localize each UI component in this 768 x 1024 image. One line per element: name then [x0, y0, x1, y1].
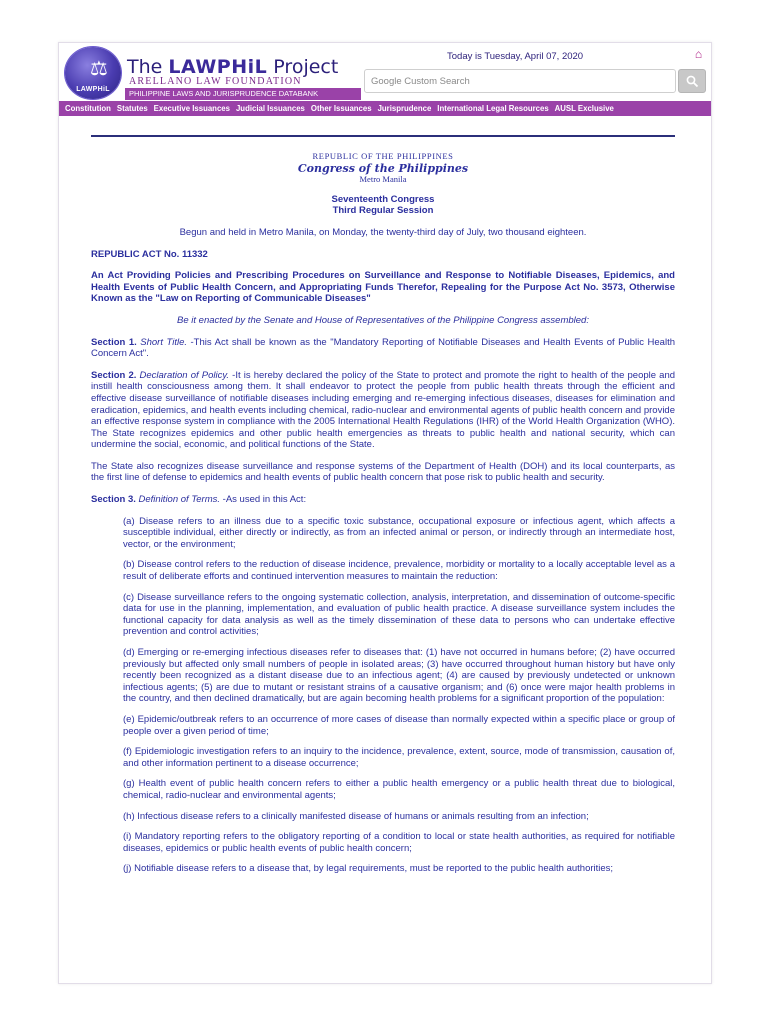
nav-judicial-issuances[interactable]: Judicial Issuances: [235, 104, 305, 113]
document-content: [91, 135, 675, 884]
home-icon[interactable]: ⌂: [694, 47, 703, 61]
begun-statement: Begun and held in Metro Manila, on Monday, the twenty-third day of July, two thousand eighteen.: [179, 226, 587, 238]
section-text: -As used in this Act:: [220, 494, 307, 506]
nav-constitution[interactable]: Constitution: [65, 104, 111, 113]
search-button[interactable]: [678, 69, 706, 93]
congress-heading: Congress of the Philippines: [297, 161, 469, 175]
section-title: Declaration of Policy.: [139, 369, 230, 381]
nav-jurisprudence[interactable]: Jurisprudence: [377, 104, 432, 113]
congress-number: Seventeenth Congress: [331, 193, 435, 205]
title-brand: LAWPHiL: [168, 56, 268, 78]
republic-heading: REPUBLIC OF THE PHILIPPINES: [312, 151, 454, 161]
site-title[interactable]: [127, 56, 338, 78]
foundation-name: ARELLANO LAW FOUNDATION: [129, 76, 302, 87]
section-label: Section 1.: [91, 336, 137, 348]
term-b: (b) Disease control refers to the reduction of disease incidence, prevalence, morbidity or mortality to a locally acceptable level as a result of deliberate efforts and continued intervention measures to maintain the reduction:: [123, 559, 675, 583]
term-a: (a) Disease refers to an illness due to a specific toxic substance, occupational exposure or infectious agent, which affects a susceptible individual, either directly or indirectly, as from an infected animal or person, or indirectly through an intermediate host, vector, or the environment;: [123, 515, 675, 550]
search-input[interactable]: [365, 70, 675, 92]
title-suffix: Project: [267, 56, 339, 78]
nav-ausl-exclusive[interactable]: AUSL Exclusive: [554, 104, 614, 113]
section-3: [91, 494, 675, 506]
term-e: (e) Epidemic/outbreak refers to an occurrence of more cases of disease than normally expected within a specific place or group of people over a given period of time;: [123, 713, 675, 737]
site-header: [59, 43, 711, 113]
section-text: -It is hereby declared the policy of the State to protect and promote the right to health of the people and instill health consciousness among them. It shall endeavor to protect the people from public health threats through the efficient and effective disease surveillance of notifiable diseases including emerging and re-emerging infectious diseases, diseases for elimination and eradication, epidemics, and health events including chemical, radio-nuclear and environmental agents of public health concern and provide an effective response system in compliance with the 2005 International Health Regulations (IHR) of the World Health Organization (WHO). The State recognizes epidemics and other public health emergencies as threats to public health and national security, which can undermine the social, economic, and political functions of the State.: [91, 369, 676, 451]
metro-heading: Metro Manila: [359, 174, 407, 185]
act-number: REPUBLIC ACT No. 11332: [91, 248, 208, 260]
site-logo[interactable]: [65, 47, 121, 99]
logo-label: LAWPHiL: [76, 86, 110, 93]
search-icon: [686, 75, 699, 88]
main-nav: [59, 101, 711, 116]
section-1: [91, 337, 675, 360]
term-h: (h) Infectious disease refers to a clinically manifested disease of humans or animals resulting from an infection;: [123, 810, 589, 822]
session-name: Third Regular Session: [332, 205, 434, 217]
term-c: (c) Disease surveillance refers to the ongoing systematic collection, analysis, interpretation, and dissemination of outcome-specific data for use in the planning, implementation, and evaluation of public health practice. A disease surveillance system includes the functional capacity for data analysis as well as the timely dissemination of these data to persons who can undertake effective prevention and control activities;: [123, 591, 675, 638]
section-title: Short Title.: [140, 336, 187, 348]
section-2: [91, 370, 675, 451]
document-page: [58, 42, 712, 984]
nav-other-issuances[interactable]: Other Issuances: [310, 104, 372, 113]
enacting-clause: Be it enacted by the Senate and House of Representatives of the Philippine Congress assembled:: [177, 314, 589, 326]
title-prefix: The: [127, 56, 169, 78]
section-title: Definition of Terms.: [138, 494, 221, 506]
terms-list: [91, 516, 675, 875]
term-i: (i) Mandatory reporting refers to the obligatory reporting of a condition to local or state health authorities, as required for notifiable diseases, epidemics or public health events of public health concern;: [123, 831, 675, 854]
term-g: (g) Health event of public health concern refers to either a public health emergency or a public health threat due to biological, chemical, radio-nuclear and environmental agents;: [123, 778, 675, 801]
scales-of-justice-icon: ⚖: [90, 58, 108, 80]
current-date: Today is Tuesday, April 07, 2020: [447, 51, 584, 62]
nav-statutes[interactable]: Statutes: [116, 104, 148, 113]
section-label: Section 2.: [91, 369, 137, 381]
nav-executive-issuances[interactable]: Executive Issuances: [153, 104, 230, 113]
term-f: (f) Epidemiologic investigation refers to an inquiry to the incidence, prevalence, extent, source, mode of transmission, causation of, and other information pertinent to a disease occurrence;: [123, 746, 675, 769]
databank-banner: PHILIPPINE LAWS AND JURISPRUDENCE DATABANK: [125, 88, 361, 100]
nav-international-legal-resources[interactable]: International Legal Resources: [437, 104, 549, 113]
section-text: -This Act shall be known as the "Mandatory Reporting of Notifiable Diseases and Health Events of Public Health Concern Act".: [91, 336, 675, 360]
section-label: Section 3.: [91, 494, 136, 506]
term-j: (j) Notifiable disease refers to a disease that, by legal requirements, must be reported to the public health authorities;: [123, 863, 614, 875]
act-title: An Act Providing Policies and Prescribing Procedures on Surveillance and Response to Notifiable Diseases, Epidemics, and Health Events of Public Health Concern, and Appropriating Funds Therefor, Repealing for the Purpose Act No. 3573, Otherwise Known as the "Law on Reporting of Communicable Diseases": [91, 270, 675, 305]
term-d: (d) Emerging or re-emerging infectious diseases refer to diseases that: (1) have not occurred in humans before; (2) have occurred previously but affected only small numbers of people in isolated areas; (3) have occurred throughout human history but have only recently been recognized as a distant disease due to an infectious agent; (4) are caused by previously undetected or unknown infectious agents; (5) are due to mutant or resistant strains of a causative organism; and (6) once were major health problems in the country, and then declined dramatically, but are again becoming health problems for a significant proportion of the population:: [123, 647, 675, 705]
divider: [91, 135, 675, 137]
search-box: [364, 69, 676, 93]
section-2-paragraph-2: The State also recognizes disease surveillance and response systems of the Department of Health (DOH) and its local counterparts, as the first line of defense to epidemics and health events of public health concern that pose risk to public health and security.: [91, 460, 675, 484]
